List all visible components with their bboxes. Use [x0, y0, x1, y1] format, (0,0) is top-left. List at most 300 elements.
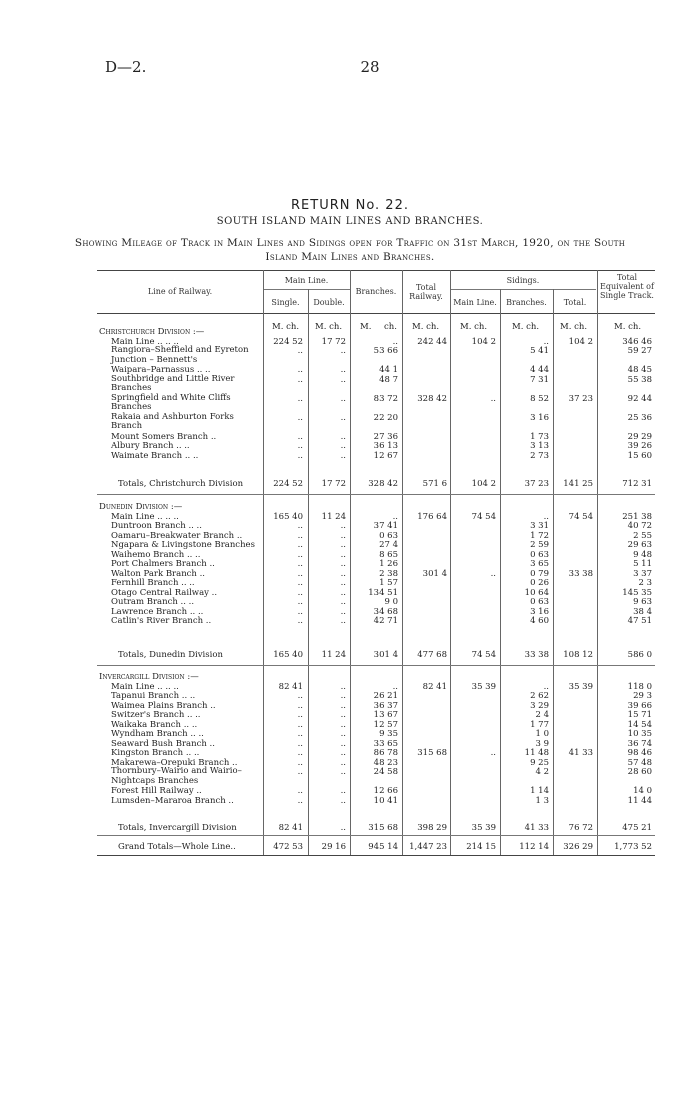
division-total-label: Totals, Invercargill Division: [118, 823, 237, 833]
unit-label: M. ch.: [560, 322, 588, 332]
cell-double: ..: [340, 616, 346, 626]
cell-sid-br: 8 52: [530, 393, 549, 404]
cell-sid-br: 3 16: [530, 412, 549, 423]
table-row: [0, 758, 700, 768]
division-total-label: Totals, Dunedin Division: [118, 650, 223, 660]
cell-sid-main: ..: [490, 393, 496, 404]
cell-sid-tot: 76 72: [568, 823, 593, 833]
cell-branches: 10 41: [373, 795, 398, 806]
table-row: [0, 521, 700, 531]
cell-equiv: 48 45: [627, 365, 652, 375]
cell-branches: 8 65: [379, 549, 398, 560]
railway-line-name: Springfield and White Cliffs Branches: [111, 392, 231, 412]
division-heading: Dunedin Division :—: [99, 502, 183, 512]
cell-double: ..: [340, 365, 346, 375]
cell-equiv: 59 27: [627, 346, 652, 356]
cell-double: ..: [340, 681, 346, 692]
cell-sid-br: 1 73: [530, 431, 549, 442]
cell-equiv: 586 0: [627, 650, 652, 660]
cell-sid-br: 0 79: [530, 568, 549, 579]
table-row: [0, 345, 700, 365]
cell-sid-tot: 104 2: [568, 336, 593, 347]
cell-sid-br: 0 63: [530, 549, 549, 560]
cell-double: ..: [340, 738, 346, 749]
cell-branches: 42 71: [373, 616, 398, 626]
cell-sid-br: 1 0: [535, 729, 549, 739]
cell-equiv: 36 74: [627, 738, 652, 749]
cell-double: ..: [340, 729, 346, 739]
col-header-total-equivalent: Total Equivalent of Single Track.: [600, 273, 654, 300]
table-row: [0, 411, 700, 431]
cell-branches: ..: [392, 681, 398, 692]
cell-sid-br: 3 13: [530, 441, 549, 451]
cell-single: ..: [297, 441, 303, 451]
cell-equiv: 118 0: [627, 681, 652, 692]
cell-single: ..: [297, 710, 303, 720]
railway-line-name: Main Line .. .. ..: [111, 336, 179, 347]
cell-sid-br: 0 63: [530, 597, 549, 607]
return-subtitle: SOUTH ISLAND MAIN LINES AND BRANCHES.: [216, 216, 484, 227]
division-total-row: [0, 479, 700, 489]
cell-double: ..: [340, 568, 346, 579]
cell-sid-br: 112 14: [519, 842, 549, 852]
cell-double: ..: [340, 412, 346, 423]
page-number: 28: [360, 58, 380, 76]
cell-sid-br: 3 9: [535, 738, 549, 749]
header-bottom-rule: [97, 313, 655, 314]
cell-single: ..: [297, 597, 303, 607]
cell-sid-br: ..: [543, 681, 549, 692]
cell-single: ..: [297, 530, 303, 541]
cell-total: 176 64: [417, 511, 447, 522]
col-header-line-of-railway: Line of Railway.: [147, 287, 213, 296]
table-row: [0, 531, 700, 541]
railway-line-name: Rakaia and Ashburton Forks Branch: [111, 411, 234, 431]
cell-branches: 36 37: [373, 700, 398, 711]
railway-line-name: Lumsden–Mararoa Branch ..: [111, 795, 234, 806]
cell-single: ..: [297, 568, 303, 579]
railway-line-name: Makarewa–Orepuki Branch ..: [111, 757, 238, 768]
cell-sid-br: 9 25: [530, 757, 549, 768]
cell-sid-br: 4 2: [535, 767, 549, 777]
cell-branches: 1 26: [379, 559, 398, 569]
cell-equiv: 98 46: [627, 748, 652, 758]
unit-label: M.: [360, 322, 372, 332]
col-header-sidings-total: Total.: [563, 298, 587, 307]
table-row: [0, 337, 700, 347]
cell-equiv: 346 46: [622, 336, 652, 347]
cell-sid-tot: 326 29: [563, 842, 593, 852]
cell-branches: 945 14: [368, 842, 398, 852]
cell-double: ..: [340, 450, 346, 461]
cell-double: ..: [340, 559, 346, 569]
cell-single: 224 52: [273, 336, 303, 347]
cell-equiv: 2 3: [638, 578, 652, 588]
cell-single: ..: [297, 393, 303, 404]
cell-single: ..: [297, 719, 303, 730]
cell-sid-main: 104 2: [471, 336, 496, 347]
cell-branches: 34 68: [373, 606, 398, 617]
cell-branches: 9 35: [379, 729, 398, 739]
unit-label: M. ch.: [272, 322, 300, 332]
cell-equiv: 40 72: [627, 521, 652, 531]
cell-equiv: 14 54: [627, 719, 652, 730]
cell-branches: 328 42: [368, 479, 398, 489]
cell-sid-br: 2 59: [530, 540, 549, 550]
table-row: [0, 748, 700, 758]
table-row: [0, 512, 700, 522]
table-row: [0, 550, 700, 560]
railway-line-name: Main Line .. .. ..: [111, 681, 179, 692]
cell-single: ..: [297, 757, 303, 768]
railway-line-name: Lawrence Branch .. ..: [111, 606, 204, 617]
railway-line-name: Southbridge and Little River Branches: [111, 373, 235, 393]
railway-line-name: Waimea Plains Branch ..: [111, 700, 216, 711]
cell-single: ..: [297, 412, 303, 423]
cell-single: 165 40: [273, 511, 303, 522]
table-row: [0, 720, 700, 730]
cell-sid-br: 3 65: [530, 559, 549, 569]
col-header-total-railway: Total Railway.: [409, 283, 443, 301]
col-header-sidings: Sidings.: [506, 276, 540, 285]
table-row: [0, 441, 700, 451]
cell-equiv: 29 63: [627, 540, 652, 550]
cell-sid-br: 1 14: [530, 786, 549, 796]
cell-sid-br: 7 31: [530, 374, 549, 385]
table-row: [0, 691, 700, 701]
cell-branches: 86 78: [373, 748, 398, 758]
cell-sid-br: 33 38: [524, 650, 549, 660]
cell-double: ..: [340, 540, 346, 550]
cell-total: 1,447 23: [409, 842, 447, 852]
railway-line-name: Main Line .. .. ..: [111, 511, 179, 522]
railway-line-name: Ngapara & Livingstone Branches: [111, 540, 255, 550]
table-row: [0, 682, 700, 692]
railway-line-name: Waipara–Parnassus .. ..: [111, 365, 211, 375]
railway-line-name: Rangiora–Sheffield and Eyreton Junction – Bennett's: [111, 345, 249, 365]
grand-total-row: [0, 842, 700, 852]
cell-branches: 22 20: [373, 412, 398, 423]
cell-sid-br: 2 62: [530, 691, 549, 701]
division-heading: Christchurch Division :—: [99, 327, 205, 337]
cell-single: ..: [297, 587, 303, 598]
cell-branches: 53 66: [373, 346, 398, 356]
cell-sid-main: 74 54: [471, 650, 496, 660]
cell-branches: ..: [392, 511, 398, 522]
cell-sid-tot: 141 25: [563, 479, 593, 489]
unit-label: M. ch.: [512, 322, 540, 332]
table-row: [0, 569, 700, 579]
cell-branches: 301 4: [373, 650, 398, 660]
cell-double: ..: [340, 710, 346, 720]
cell-equiv: 28 60: [627, 767, 652, 777]
main-line-subrule: [263, 289, 350, 290]
cell-double: 17 72: [321, 479, 346, 489]
railway-line-name: Tapanui Branch .. ..: [111, 691, 196, 701]
cell-branches: 12 67: [373, 450, 398, 461]
table-row: [0, 392, 700, 412]
cell-sid-tot: 108 12: [563, 650, 593, 660]
cell-double: 11 24: [321, 511, 346, 522]
unit-label: M. ch.: [614, 322, 642, 332]
col-header-single: Single.: [271, 298, 300, 307]
col-header-main-line: Main Line.: [284, 276, 329, 285]
railway-line-name: Catlin's River Branch ..: [111, 616, 212, 626]
table-row: [0, 701, 700, 711]
cell-sid-main: ..: [490, 568, 496, 579]
railway-line-name: Walton Park Branch ..: [111, 568, 206, 579]
cell-branches: 0 63: [379, 530, 398, 541]
cell-double: ..: [340, 441, 346, 451]
cell-sid-main: 35 39: [471, 823, 496, 833]
cell-sid-tot: 74 54: [568, 511, 593, 522]
col-header-branches: Branches.: [355, 287, 397, 296]
cell-total: 82 41: [422, 681, 447, 692]
cell-branches: 48 7: [379, 374, 398, 385]
cell-sid-br: 2 4: [535, 710, 549, 720]
cell-single: 472 53: [273, 842, 303, 852]
cell-branches: 134 51: [368, 587, 398, 598]
cell-equiv: 5 11: [633, 559, 652, 569]
cell-equiv: 475 21: [622, 823, 652, 833]
cell-equiv: 251 38: [622, 511, 652, 522]
cell-equiv: 2 55: [633, 530, 652, 541]
cell-single: ..: [297, 616, 303, 626]
cell-equiv: 92 44: [627, 393, 652, 404]
cell-branches: 83 72: [373, 393, 398, 404]
cell-double: ..: [340, 719, 346, 730]
cell-double: ..: [340, 530, 346, 541]
cell-equiv: 47 51: [627, 616, 652, 626]
cell-equiv: 39 26: [627, 441, 652, 451]
cell-double: ..: [340, 606, 346, 617]
cell-single: ..: [297, 795, 303, 806]
cell-sid-br: 2 73: [530, 450, 549, 461]
cell-sid-main: 214 15: [466, 842, 496, 852]
cell-equiv: 15 60: [627, 450, 652, 461]
cell-branches: 24 58: [373, 767, 398, 777]
cell-branches: 26 21: [373, 691, 398, 701]
cell-sid-tot: 35 39: [568, 681, 593, 692]
table-row: [0, 607, 700, 617]
cell-equiv: 14 0: [633, 786, 652, 796]
cell-sid-tot: 33 38: [568, 568, 593, 579]
cell-sid-br: 5 41: [530, 346, 549, 356]
cell-sid-br: 11 48: [524, 748, 549, 758]
cell-equiv: 9 63: [633, 597, 652, 607]
table-row: [0, 786, 700, 796]
cell-branches: 44 1: [379, 365, 398, 375]
cell-single: ..: [297, 450, 303, 461]
table-row: [0, 588, 700, 598]
railway-line-name: Waikaka Branch .. ..: [111, 719, 198, 730]
cell-double: ..: [340, 578, 346, 588]
cell-sid-br: 4 60: [530, 616, 549, 626]
railway-line-name: Mount Somers Branch ..: [111, 431, 217, 442]
railway-line-name: Switzer's Branch .. ..: [111, 710, 201, 720]
return-description: Showing Mileage of Track in Main Lines and Sidings open for Traffic on 31st March, 1920, on the South Island Main Lines and Branches.: [74, 237, 626, 263]
railway-line-name: Otago Central Railway ..: [111, 587, 218, 598]
cell-double: ..: [340, 823, 346, 833]
unit-label: M. ch.: [315, 322, 343, 332]
cell-branches: 315 68: [368, 823, 398, 833]
table-row: [0, 710, 700, 720]
cell-branches: 37 41: [373, 521, 398, 531]
cell-branches: 9 0: [384, 597, 398, 607]
cell-single: 224 52: [273, 479, 303, 489]
cell-double: ..: [340, 767, 346, 777]
document-reference: D—2.: [105, 58, 147, 76]
railway-line-name: Duntroon Branch .. ..: [111, 521, 202, 531]
cell-equiv: 39 66: [627, 700, 652, 711]
cell-total: 242 44: [417, 336, 447, 347]
sidings-subrule: [450, 289, 596, 290]
railway-line-name: Fernhill Branch .. ..: [111, 578, 195, 588]
cell-single: ..: [297, 786, 303, 796]
cell-single: ..: [297, 521, 303, 531]
railway-line-name: Seaward Bush Branch ..: [111, 738, 215, 749]
railway-line-name: Outram Branch .. ..: [111, 597, 195, 607]
cell-double: ..: [340, 521, 346, 531]
cell-single: 165 40: [273, 650, 303, 660]
cell-branches: 2 38: [379, 568, 398, 579]
cell-total: 328 42: [417, 393, 447, 404]
cell-single: ..: [297, 374, 303, 385]
table-bottom-rule: [97, 855, 655, 856]
grand-total-label: Grand Totals—Whole Line..: [118, 842, 236, 852]
section-rule: [97, 835, 655, 836]
unit-label: ch.: [384, 322, 397, 332]
cell-total: 398 29: [417, 823, 447, 833]
cell-sid-br: 3 31: [530, 521, 549, 531]
cell-branches: 48 23: [373, 757, 398, 768]
division-total-row: [0, 650, 700, 660]
cell-equiv: 29 29: [627, 431, 652, 442]
cell-double: ..: [340, 431, 346, 442]
railway-line-name: Thornbury–Wairio and Wairio–Nightcaps Branches: [111, 766, 242, 786]
cell-single: ..: [297, 606, 303, 617]
table-row: [0, 451, 700, 461]
cell-double: ..: [340, 757, 346, 768]
cell-total: 571 6: [422, 479, 447, 489]
cell-equiv: 9 48: [633, 549, 652, 560]
railway-line-name: Waihemo Branch .. ..: [111, 549, 201, 560]
cell-sid-br: 10 64: [524, 587, 549, 598]
cell-branches: 12 66: [373, 786, 398, 796]
division-total-row: [0, 823, 700, 833]
cell-sid-br: 1 72: [530, 530, 549, 541]
cell-equiv: 55 38: [627, 374, 652, 385]
table-row: [0, 373, 700, 393]
cell-equiv: 25 36: [627, 412, 652, 423]
unit-label: M. ch.: [412, 322, 440, 332]
cell-equiv: 145 35: [622, 587, 652, 598]
division-heading: Invercargill Division :—: [99, 672, 199, 682]
cell-single: ..: [297, 549, 303, 560]
cell-equiv: 11 44: [627, 795, 652, 806]
col-header-sidings-branches: Branches.: [506, 298, 547, 307]
cell-single: ..: [297, 559, 303, 569]
railway-line-name: Wyndham Branch .. ..: [111, 729, 204, 739]
table-row: [0, 597, 700, 607]
table-row: [0, 796, 700, 806]
cell-branches: 1 57: [379, 578, 398, 588]
division-total-label: Totals, Christchurch Division: [118, 479, 244, 489]
cell-single: ..: [297, 729, 303, 739]
cell-total: 315 68: [417, 748, 447, 758]
cell-single: ..: [297, 578, 303, 588]
return-number: RETURN No. 22.: [291, 198, 409, 213]
cell-double: ..: [340, 700, 346, 711]
cell-single: ..: [297, 346, 303, 356]
railway-line-name: Albury Branch .. ..: [111, 441, 190, 451]
section-rule: [97, 665, 655, 666]
table-row: [0, 559, 700, 569]
railway-line-name: Forest Hill Railway ..: [111, 786, 202, 796]
cell-equiv: 3 37: [633, 568, 652, 579]
cell-double: ..: [340, 597, 346, 607]
cell-sid-br: ..: [543, 511, 549, 522]
table-row: [0, 616, 700, 626]
cell-sid-tot: 41 33: [568, 748, 593, 758]
cell-double: ..: [340, 795, 346, 806]
cell-single: ..: [297, 540, 303, 550]
railway-line-name: Port Chalmers Branch ..: [111, 559, 215, 569]
cell-equiv: 712 31: [622, 479, 652, 489]
table-row: [0, 540, 700, 550]
cell-single: 82 41: [278, 823, 303, 833]
cell-sid-br: ..: [543, 336, 549, 347]
cell-branches: ..: [392, 336, 398, 347]
cell-sid-br: 3 29: [530, 700, 549, 711]
cell-sid-br: 3 16: [530, 606, 549, 617]
division-heading-row: [0, 327, 700, 337]
cell-sid-br: 1 3: [535, 795, 549, 806]
table-row: [0, 729, 700, 739]
table-row: [0, 365, 700, 375]
cell-double: ..: [340, 786, 346, 796]
col-header-double: Double.: [313, 298, 345, 307]
cell-double: ..: [340, 393, 346, 404]
cell-total: 301 4: [422, 568, 447, 579]
cell-sid-br: 41 33: [524, 823, 549, 833]
division-heading-row: [0, 502, 700, 512]
division-heading-row: [0, 672, 700, 682]
table-top-rule: [97, 270, 655, 271]
cell-sid-br: 1 77: [530, 719, 549, 730]
cell-single: ..: [297, 700, 303, 711]
cell-branches: 27 36: [373, 431, 398, 442]
cell-single: 82 41: [278, 681, 303, 692]
unit-label: M. ch.: [460, 322, 488, 332]
cell-equiv: 29 3: [633, 691, 652, 701]
cell-double: ..: [340, 549, 346, 560]
cell-single: ..: [297, 365, 303, 375]
cell-sid-main: 104 2: [471, 479, 496, 489]
cell-sid-main: 74 54: [471, 511, 496, 522]
cell-double: ..: [340, 346, 346, 356]
cell-branches: 13 67: [373, 710, 398, 720]
cell-sid-br: 0 26: [530, 578, 549, 588]
cell-sid-br: 4 44: [530, 365, 549, 375]
railway-line-name: Waimate Branch .. ..: [111, 450, 199, 461]
railway-line-name: Kingston Branch .. ..: [111, 748, 200, 758]
cell-equiv: 38 4: [633, 606, 652, 617]
cell-single: ..: [297, 748, 303, 758]
cell-branches: 12 57: [373, 719, 398, 730]
col-header-sidings-main-line: Main Line.: [453, 298, 497, 307]
cell-equiv: 1,773 52: [614, 842, 652, 852]
